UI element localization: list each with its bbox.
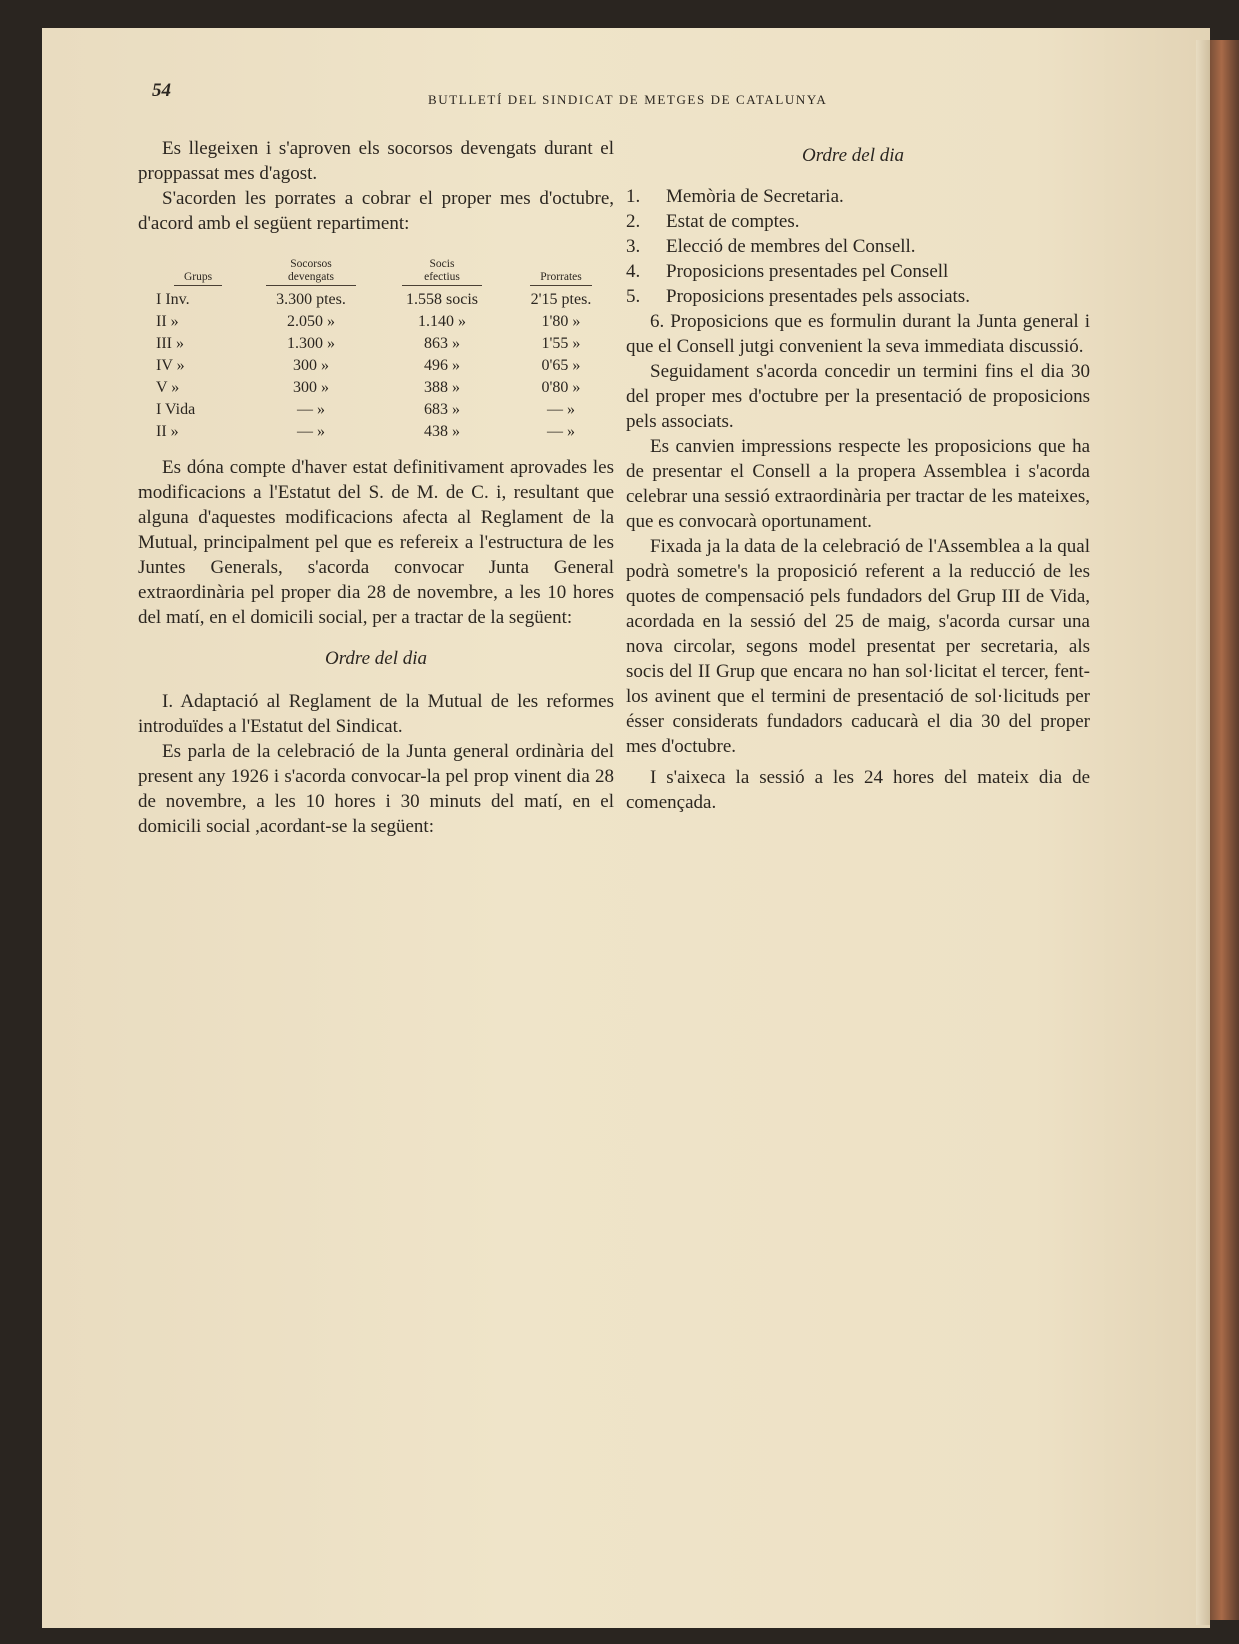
table-row [148, 333, 612, 355]
table-cell: 388 » [424, 379, 460, 396]
page-number: 54 [152, 80, 171, 101]
running-title: BUTLLETÍ DEL SINDICAT DE METGES DE CATALUNYA [428, 92, 828, 107]
table-cell: 0'65 » [541, 357, 581, 374]
table-header-row [148, 258, 612, 289]
agenda-list [626, 184, 1090, 309]
porrates-table [148, 258, 612, 443]
table-row [148, 399, 612, 421]
list-item: 2. Estat de comptes. [626, 211, 800, 232]
right-column [626, 143, 1090, 815]
list-item: 5. Proposicions presentades pels associats. [626, 286, 970, 307]
paragraph: Es dóna compte d'haver estat definitivament aprovades les modificacions a l'Estatut del S. de M. de C. i, resultant que alguna d'aquestes modificacions afecta al Reglament de la Mutual, principalment pel que es refereix a l'estructura de les Juntes Generals, s'acorda convocar Junta General extraordinària pel proper dia 28 de novembre, a les 10 hores del matí, en el domicili social, per a tractar de la següent: [138, 457, 614, 628]
table-cell: 1.558 socis [406, 291, 478, 308]
table-cell: 3.300 ptes. [276, 291, 346, 308]
table-cell: — » [547, 423, 575, 440]
section-caption: Ordre del dia [324, 648, 428, 669]
table-cell: 1'80 » [541, 313, 581, 330]
table-cell: 2.050 » [287, 313, 335, 330]
table-row [148, 311, 612, 333]
table-cell: II » [156, 423, 179, 440]
table-cell: 2'15 ptes. [530, 291, 592, 308]
table-cell: — » [547, 401, 575, 418]
paragraph: I s'aixeca la sessió a les 24 hores del mateix dia de començada. [626, 767, 1090, 813]
list-item: 4. Proposicions presentades pel Consell [626, 261, 949, 282]
table-cell: IV » [156, 357, 185, 374]
column-header: Prorrates [530, 271, 592, 286]
table-cell: 1.300 » [287, 335, 335, 352]
table-cell: 863 » [424, 335, 460, 352]
paragraph: 6. Proposicions que es formulin durant la Junta general i que el Consell jutgi convenient la seva immediata discussió. [626, 311, 1090, 357]
table-cell: III » [156, 335, 184, 352]
list-item: 1. Memòria de Secretaria. [626, 186, 844, 207]
table-cell: I Inv. [156, 291, 190, 308]
paragraph: Fixada ja la data de la celebració de l'Assemblea a la qual podrà sometre's la proposició referent a la reducció de les quotes de compensació pels fundadors del Grup III de Vida, acordada en la sessió del 25 de maig, s'acorda cursar una nova circolar, segons model presentat per secretaria, als socis del II Grup que encara no han sol·licitat el tercer, fent-los avinent que el termini de presentació de sol·licituds per ésser considerats fundadors caducarà el dia 30 del proper mes d'octubre. [626, 536, 1090, 757]
page-edge [1196, 40, 1210, 1625]
table-cell: 0'80 » [541, 379, 581, 396]
table-cell: 683 » [424, 401, 460, 418]
table-row [148, 355, 612, 377]
paragraph: Es parla de la celebració de la Junta general ordinària del present any 1926 i s'acorda convocar-la pel prop vinent dia 28 de novembre, a les 10 hores i 30 minuts del matí, en el domicili social ,acordant-se la següent: [138, 741, 614, 837]
table-cell: 300 » [293, 357, 329, 374]
book-spine [1210, 40, 1239, 1620]
table-cell: 496 » [424, 357, 460, 374]
column-header: Socis efectius [402, 258, 482, 286]
paragraph: Es canvien impressions respecte les proposicions que ha de presentar el Consell a la propera Assemblea i s'acorda celebrar una sessió extraordinària per tractar de les mateixes, que es convocarà oportunament. [626, 436, 1090, 532]
table-row [148, 421, 612, 443]
paragraph: S'acorden les porrates a cobrar el proper mes d'octubre, d'acord amb el següent repartiment: [138, 188, 614, 234]
table-cell: — » [297, 423, 325, 440]
left-column [138, 136, 614, 839]
table-cell: I Vida [156, 401, 196, 418]
paragraph: Seguidament s'acorda concedir un termini fins el dia 30 del proper mes d'octubre per la presentació de proposicions pels associats. [626, 361, 1090, 432]
table-row [148, 289, 612, 311]
section-caption: Ordre del dia [801, 145, 905, 166]
table-cell: — » [297, 401, 325, 418]
paragraph: I. Adaptació al Reglament de la Mutual de les reformes introduïdes a l'Estatut del Sindicat. [138, 691, 614, 737]
table-cell: 438 » [424, 423, 460, 440]
paragraph: Es llegeixen i s'aproven els socorsos devengats durant el proppassat mes d'agost. [138, 138, 614, 184]
table-cell: 300 » [293, 379, 329, 396]
column-header: Socorsos devengats [266, 258, 356, 286]
table-cell: 1'55 » [541, 335, 581, 352]
table-cell: V » [156, 379, 180, 396]
table-row [148, 377, 612, 399]
list-item: 3. Elecció de membres del Consell. [626, 236, 916, 257]
table-cell: 1.140 » [418, 313, 466, 330]
table-cell: II » [156, 313, 179, 330]
column-header: Grups [174, 271, 222, 286]
